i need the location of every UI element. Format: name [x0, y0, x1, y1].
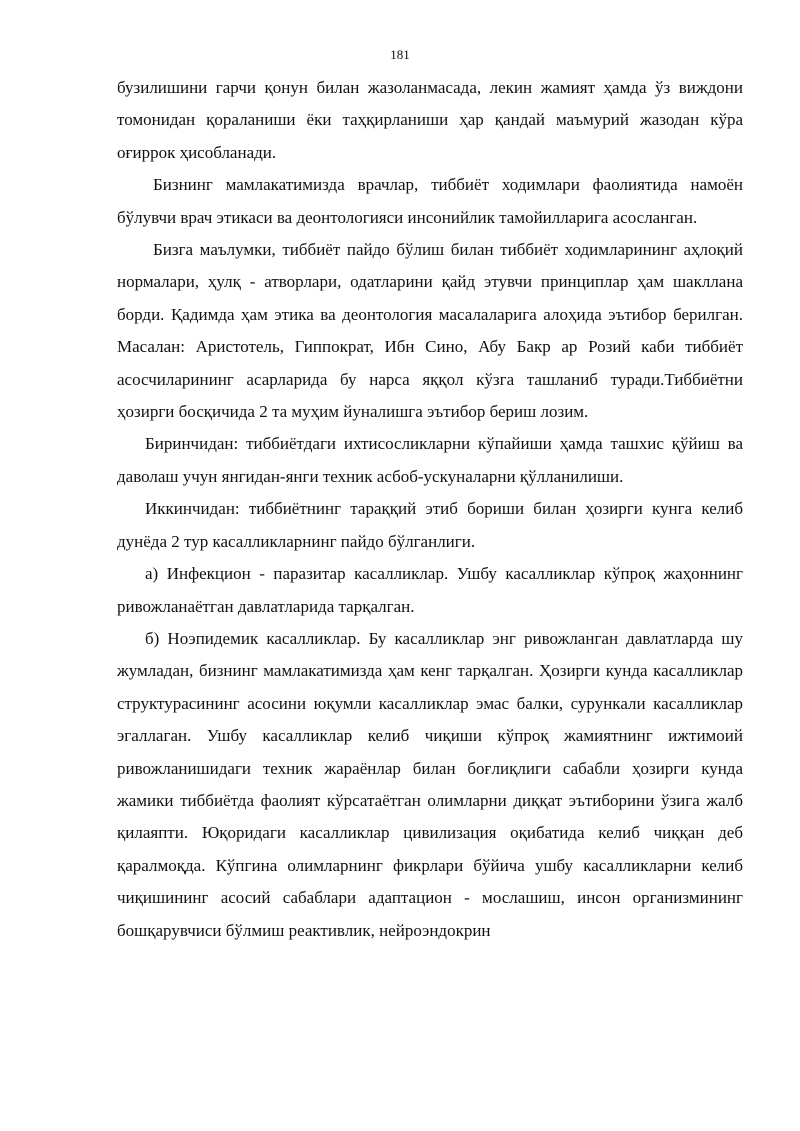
paragraph-4: Биринчидан: тиббиётдаги ихтисосликларни кўпайиши ҳамда ташхис қўйиш ва даволаш учун янгидан-янги техник асбоб-ускуналарни қўлланилиши.	[117, 434, 743, 486]
list-item-a: а) Инфекцион - паразитар касалликлар. Ушбу касалликлар кўпроқ жаҳоннинг ривожланаётган давлатларида тарқалган.	[117, 564, 743, 616]
paragraph-2: Бизнинг мамлакатимизда врачлар, тиббиёт ходимлари фаолиятида намоён бўлувчи врач этикаси ва деонтологияси инсонийлик тамойилларига асосланган.	[117, 175, 743, 227]
paragraph-5: Иккинчидан: тиббиётнинг тараққий этиб бориши билан ҳозирги кунга келиб дунёда 2 тур касалликларнинг пайдо бўлганлиги.	[117, 499, 743, 551]
list-item-b: б) Ноэпидемик касалликлар. Бу касалликлар энг ривожланган давлатларда шу жумладан, бизнинг мамлакатимизда ҳам кенг тарқалган. Ҳозирги кунда касалликлар структурасининг асосини юқумли касалликлар эмас балки, сурункали касалликлар эгаллаган. Ушбу касалликлар келиб чиқиши кўпроқ жамиятнинг ижтимоий ривожланишидаги техник жараёнлар билан боғлиқлиги сабабли ҳозирги кунда жамики тиббиётда фаолият кўрсатаётган олимларни диққат эътиборини ўзига жалб қилаяпти. Юқоридаги касалликлар цивилизация оқибатида келиб чиққан деб қаралмоқда. Кўпгина олимларнинг фикрлари бўйича ушбу касалликларни келиб чиқишининг асосий сабаблари адаптацион - мослашиш, инсон организмининг бошқарувчиси бўлмиш реактивлик, нейроэндокрин	[117, 628, 743, 940]
page-number: 181	[390, 47, 410, 62]
paragraph-3: Бизга маълумки, тиббиёт пайдо бўлиш билан тиббиёт ходимларининг аҳлоқий нормалари, ҳулқ - атворлари, одатларини қайд этувчи принциплар ҳам шакллана борди. Қадимда ҳам этика ва деонтология масалаларига алоҳида эътибор берилган. Масалан: Аристотель, Гиппократ, Ибн Сино, Абу Бакр ар Розий каби тиббиёт асосчиларининг асарларида бу нарса яққол кўзга ташланиб туради.Тиббиётни ҳозирги босқичида 2 та муҳим йуналишга эътибор бериш лозим.	[117, 240, 743, 422]
paragraph-1: бузилишини гарчи қонун билан жазоланмасада, лекин жамият ҳамда ўз виждони томонидан қораланиши ёки таҳқирланиши ҳар қандай маъмурий жазодан кўра оғиррок ҳисобланади.	[117, 78, 743, 162]
document-body	[117, 72, 743, 947]
